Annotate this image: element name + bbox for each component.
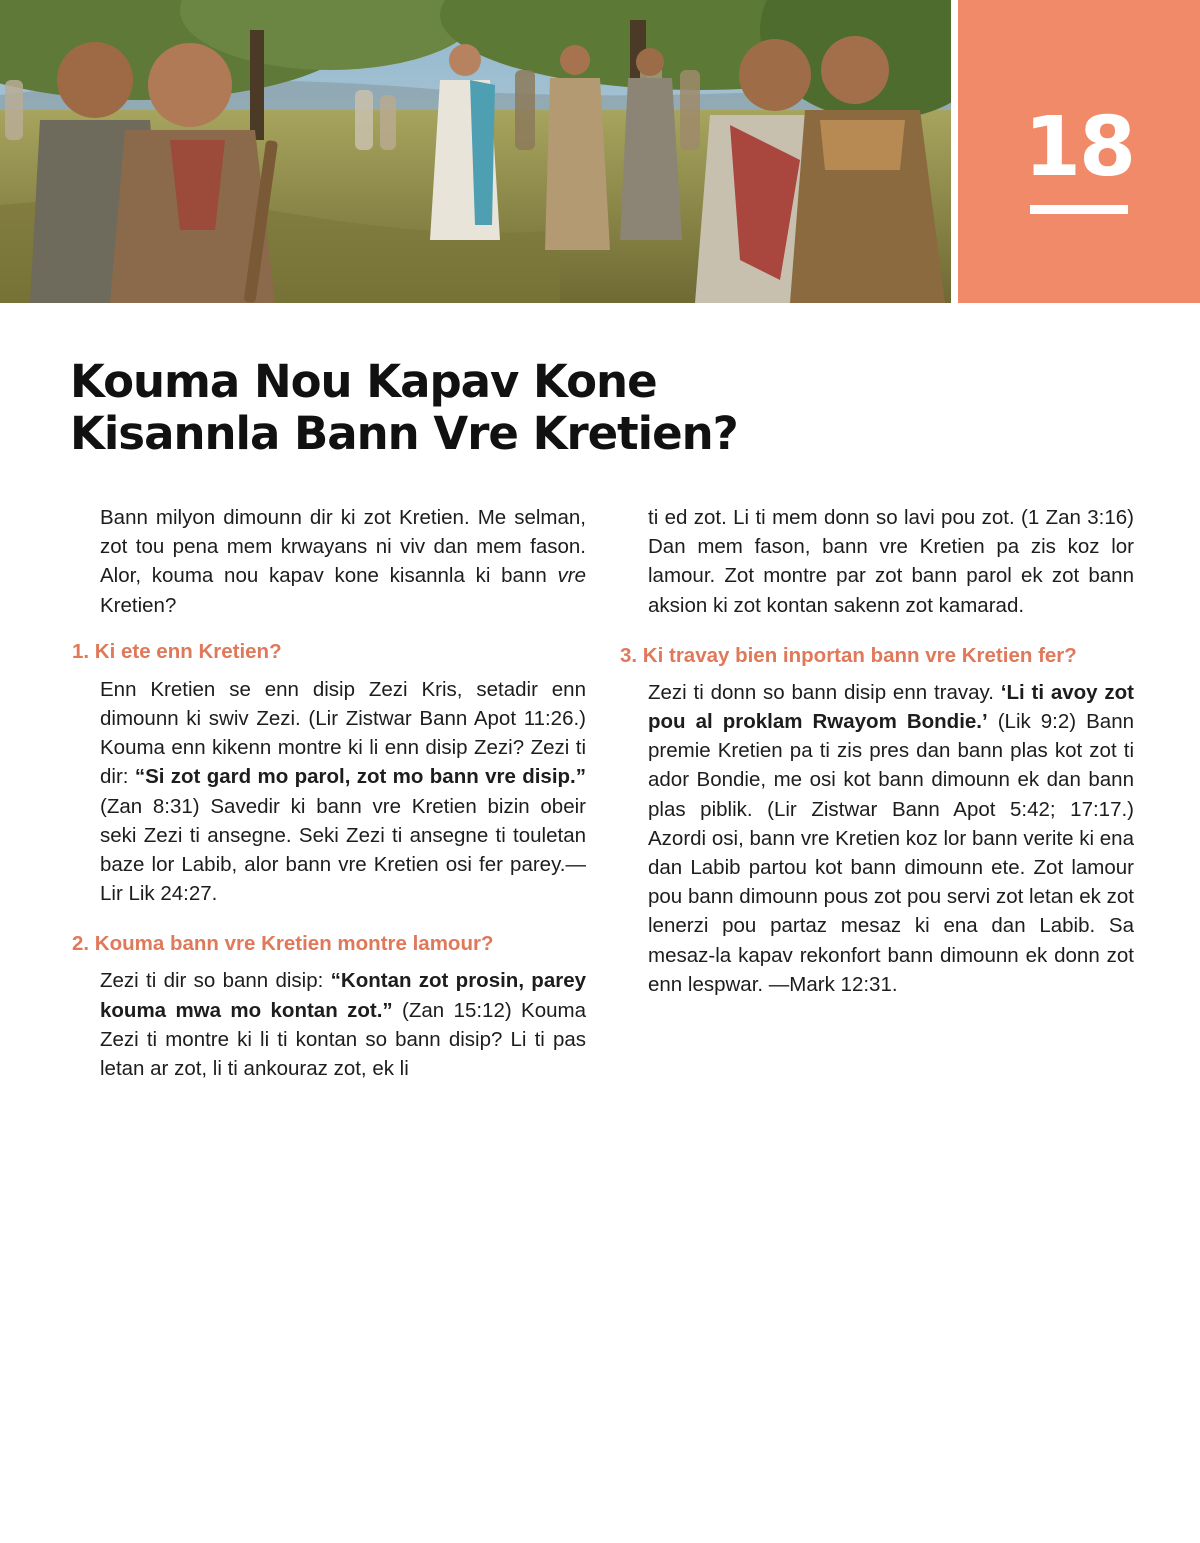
section-2-paragraph <box>72 966 586 1083</box>
intro-paragraph <box>72 503 586 620</box>
right-column <box>620 503 1134 999</box>
section-3-text-after: (Lik 9:2) Bann premie Kretien pa ti zis pres dan bann plas kot zot ti ador Bondie, me osi kot bann dimounn ek dan bann plas piblik. (Lir Zistwar Bann Apot 5:42; 17:17.) Azordi osi, bann vre Kretien koz lor bann verite ki ena dan Labib partou kot bann dimounn ete. Zot lamour pou bann dimounn pous zot pou servi zot letan ek zot lenerzi pou partaz mesaz ki ena dan Labib. Sa mesaz-la kapav rekonfort bann dimounn ek donn zot enn lespwar. —Mark 12:31. <box>648 710 1134 996</box>
section-2-quote: “Kontan zot prosin, parey kouma mwa mo kontan zot.” <box>100 969 587 1022</box>
section-1-heading: 1. Ki ete enn Kretien? <box>72 639 282 663</box>
section-2-heading: 2. Kouma bann vre Kretien montre lamour? <box>72 932 494 956</box>
section-1-text-after: (Zan 8:31) Savedir ki bann vre Kretien bizin obeir seki Zezi ti ansegne. Seki Zezi ti ansegne ti touletan baze lor Labib, alor bann vre Kretien osi fer parey.—Lir Lik 24:27. <box>100 794 586 906</box>
intro-text-before: Bann milyon dimounn dir ki zot Kretien. Me selman, zot tou pena mem krwayans ni viv dan mem fason. Alor, kouma nou kapav kone kisannla ki bann <box>100 506 586 588</box>
disciples-walking-image <box>0 0 951 303</box>
section-1-text-before: Enn Kretien se enn disip Zezi Kris, setadir enn dimounn ki swiv Zezi. (Lir Zistwar Bann Apot 11:26.) Kouma enn kikenn montre ki li enn disip Zezi? Zezi ti dir: <box>100 677 586 789</box>
page-title <box>70 356 870 460</box>
chapter-badge <box>958 0 1200 303</box>
title-line-2: Kisannla Bann Vre Kretien? <box>70 407 738 460</box>
section-1-quote: “Si zot gard mo parol, zot mo bann vre disip.” <box>134 765 586 789</box>
section-2-continued-paragraph: ti ed zot. Li ti mem donn so lavi pou zot. (1 Zan 3:16) Dan mem fason, bann vre Kretien pa zis koz lor lamour. Zot montre par zot bann parol ek zot bann aksion ki zot kontan sakenn zot kamarad. <box>648 506 1134 617</box>
section-1-paragraph <box>72 675 586 909</box>
left-column <box>72 503 586 1083</box>
intro-text-after: Kretien? <box>100 593 177 617</box>
chapter-underline <box>1030 205 1128 214</box>
section-2-text-before: Zezi ti dir so bann disip: <box>100 969 331 993</box>
title-line-1: Kouma Nou Kapav Kone <box>70 355 657 408</box>
section-3-paragraph <box>620 678 1134 999</box>
intro-emphasis: vre <box>557 564 586 588</box>
section-3-heading: 3. Ki travay bien inportan bann vre Kretien fer? <box>620 643 1077 667</box>
section-3-text-before: Zezi ti donn so bann disip enn travay. <box>648 680 1001 704</box>
section-3-quote: ‘Li ti avoy zot pou al proklam Rwayom Bondie.’ <box>648 680 1134 734</box>
section-2-text-after: (Zan 15:12) Kouma Zezi ti montre ki li ti kontan so bann disip? Li ti pas letan ar zot, li ti ankouraz zot, ek li <box>100 998 586 1081</box>
header-illustration <box>0 0 951 303</box>
chapter-number: 18 <box>1023 100 1135 195</box>
